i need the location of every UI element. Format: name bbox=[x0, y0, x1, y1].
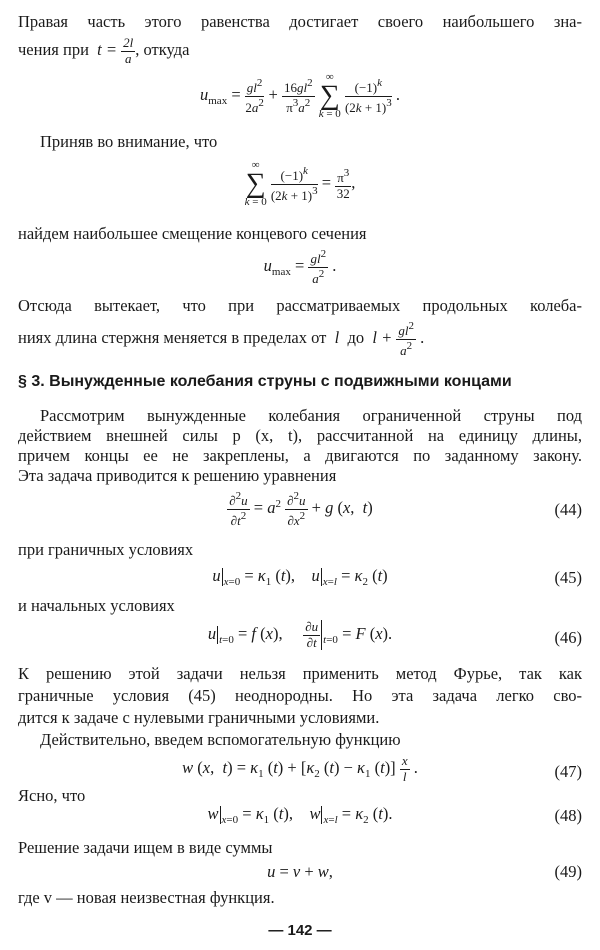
text-line: и начальных условиях bbox=[18, 596, 175, 615]
equation-umax-final: $u_{max}$ = $\frac{gl^2}{a^2}$ . bbox=[263, 248, 337, 286]
equation-number: (49) bbox=[554, 862, 582, 881]
text-line: чения при t = $\frac{2l}{a}$ , откуда bbox=[18, 35, 190, 66]
text-line: Отсюда вытекает, что при рассматриваемых продольных колеба- bbox=[18, 296, 582, 315]
equation-44: $\frac{\partial^2u}{\partial t^2}$ = $a^2$ $\frac{\partial^2u}{\partial x^2}$ + g (x, t) bbox=[229, 490, 373, 528]
text-line: Ясно, что bbox=[18, 786, 86, 805]
equation-45: u $_{x=0} = \kappa_1$ (t), u $_{x=l} = \kappa_2$ (t) bbox=[212, 566, 388, 588]
text-line: ниях длина стержня меняется в пределах от l до l + $\frac{gl^2}{a^2}$ . bbox=[18, 320, 425, 358]
equation-number: (47) bbox=[554, 762, 582, 781]
text-line: Приняв во внимание, что bbox=[40, 132, 218, 151]
equation-number: (46) bbox=[554, 628, 582, 647]
text-line: Эта задача приводится к решению уравнения bbox=[18, 466, 337, 485]
formula: $\frac{2l}{a}$ bbox=[123, 35, 134, 66]
text-line: Действительно, введем вспомогательную функцию bbox=[40, 730, 401, 749]
equation-number: (45) bbox=[554, 568, 582, 587]
equation-umax: $u_{max}$ = $\frac{gl^2}{2a^2}$ + $\frac{16gl^2}{\pi^3a^2}$ ∞ ∑ k = 0 $\frac{(-1)^k}{(2k + 1)^3}$ . bbox=[200, 71, 400, 120]
text-line: Рассмотрим вынужденные колебания ограниченной струны под bbox=[40, 406, 582, 425]
text-line: К решению этой задачи нельзя применить метод Фурье, так как bbox=[18, 664, 582, 683]
equation-number: (48) bbox=[554, 806, 582, 825]
equation-48: w $_{x=0} = \kappa_1$ (t), w $_{x=l} = \kappa_2$ (t). bbox=[207, 804, 393, 826]
text-line: найдем наибольшее смещение концевого сечения bbox=[18, 224, 367, 243]
text-line: действием внешней силы p (x, t), рассчитанной на единицу длины, bbox=[18, 426, 582, 445]
text-line: где v — новая неизвестная функция. bbox=[18, 888, 275, 907]
text-line: дится к задаче с нулевыми граничными условиями. bbox=[18, 708, 380, 727]
equation-sum: ∞ ∑ k = 0 $\frac{(-1)^k}{(2k + 1)^3}$ = $\frac{\pi^3}{32}$ , bbox=[244, 159, 356, 208]
page-number: — 142 — bbox=[268, 922, 332, 939]
equation-49: u = v + w, bbox=[267, 862, 333, 881]
section-heading: § 3. Вынужденные колебания струны с подвижными концами bbox=[18, 373, 512, 390]
equation-46: u $_{t=0}$ = f (x), $\frac{\partial u}{\partial t}$ $_{t=0}$ = F (x). bbox=[207, 619, 393, 650]
equation-47: w (x, $t) = \kappa_1$ $(t) + [\kappa_2$ $(t) - \kappa_1$ (t)] $\frac{x}{l}$ . bbox=[182, 753, 418, 784]
text-line: Решение задачи ищем в виде суммы bbox=[18, 838, 273, 857]
text-line: Правая часть этого равенства достигает своего наибольшего зна- bbox=[18, 12, 582, 31]
text-line: граничные условия (45) неоднородны. Но эта задача легко сво- bbox=[18, 686, 582, 705]
text-line: при граничных условиях bbox=[18, 540, 194, 559]
equation-number: (44) bbox=[554, 500, 582, 519]
text-line: причем концы ее не закреплены, а двигаются по заданному закону. bbox=[18, 446, 582, 465]
